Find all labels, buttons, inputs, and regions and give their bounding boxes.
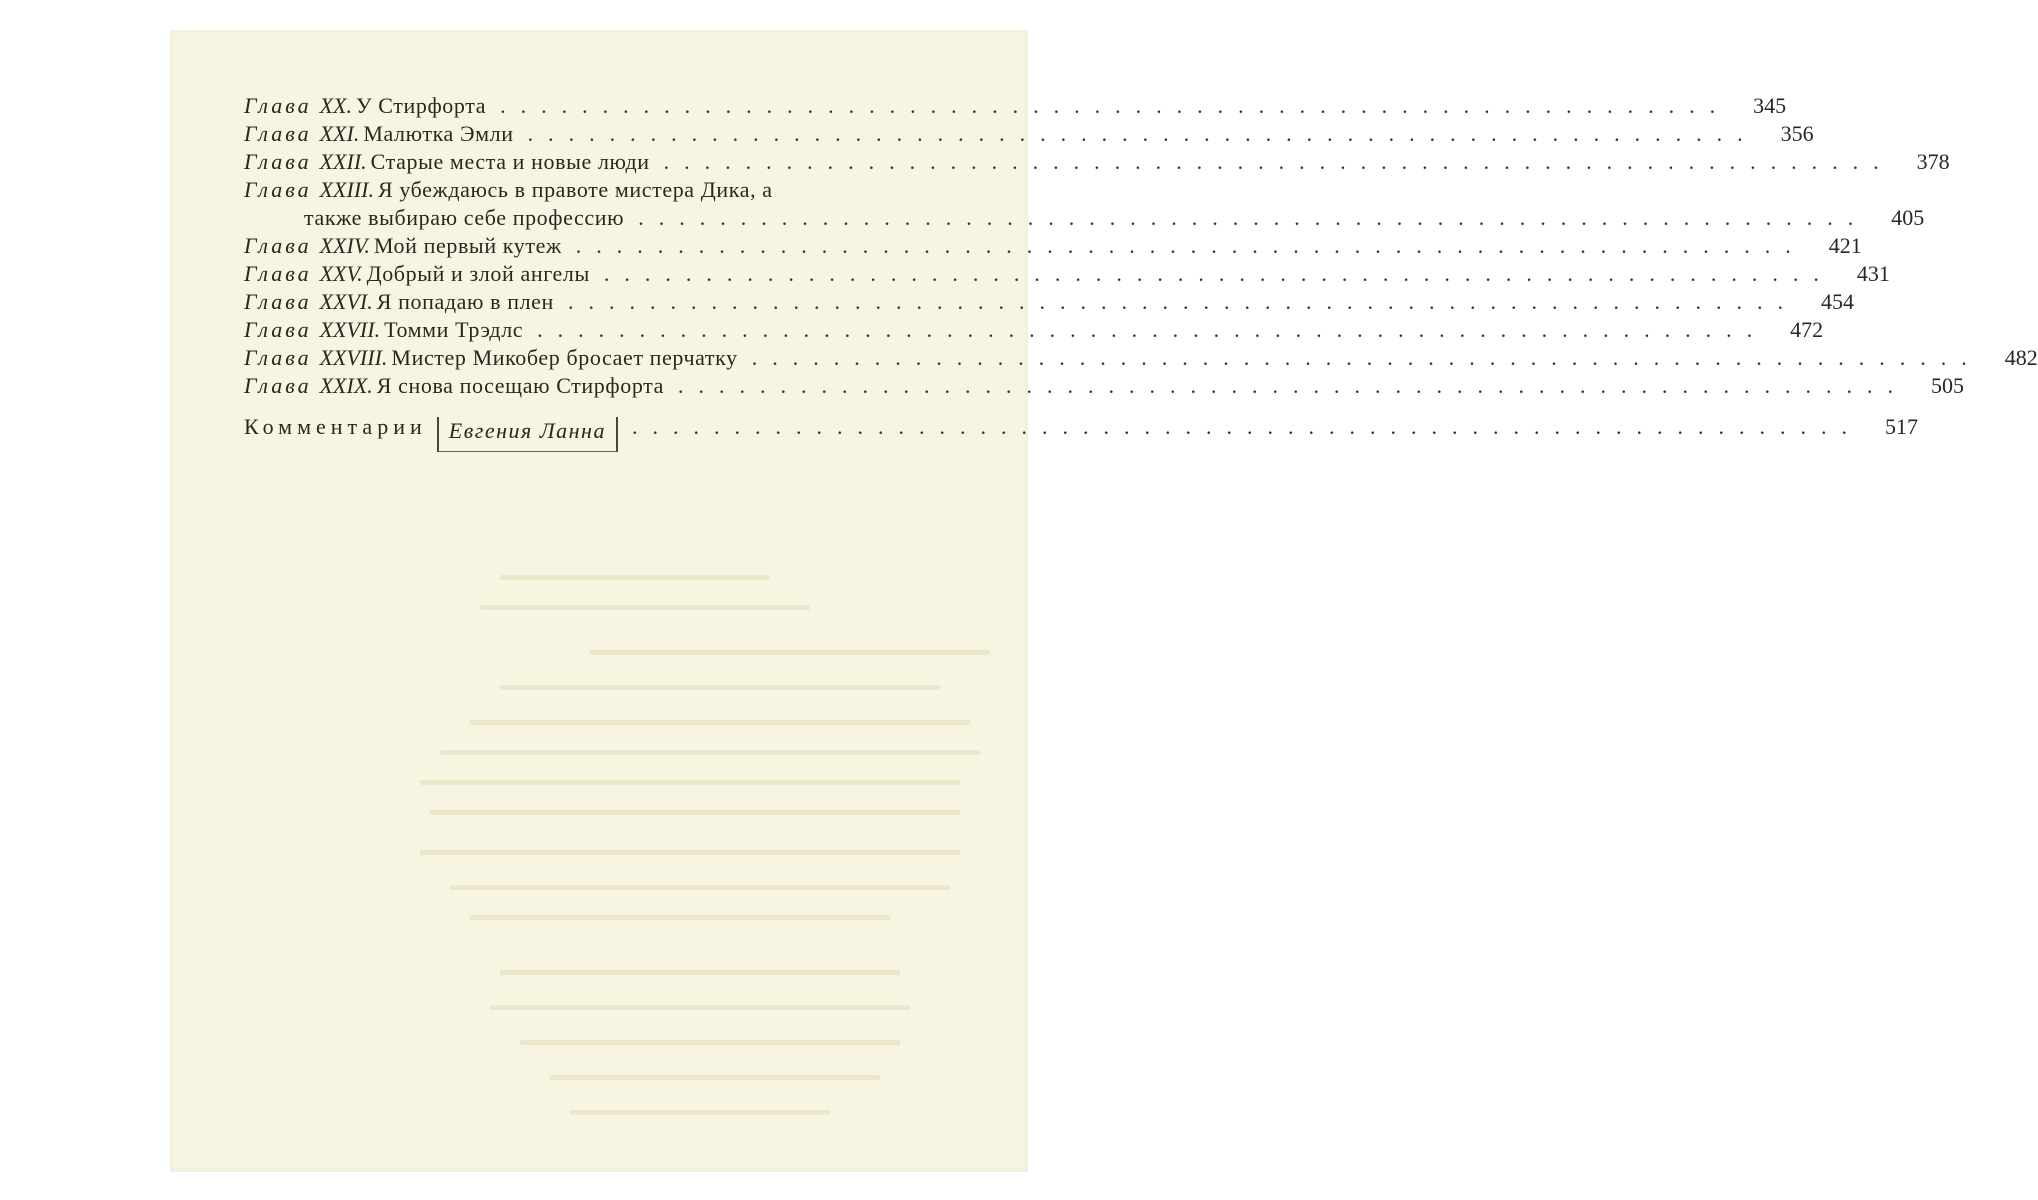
dot-leader: ............................................................ xyxy=(567,289,1798,314)
chapter-title: Малютка Эмли xyxy=(363,121,514,146)
chapter-word: Глава xyxy=(244,289,312,314)
book-page xyxy=(170,30,2038,1172)
dot-leader: ............................................................ xyxy=(751,345,1982,370)
dot-leader: ............................................................ xyxy=(638,205,1869,230)
toc-entry xyxy=(244,316,1824,344)
toc-entry xyxy=(244,148,1950,176)
chapter-word: Глава xyxy=(244,149,312,174)
chapter-word: Глава xyxy=(244,93,312,118)
page-number: 405 xyxy=(1891,205,1925,230)
chapter-number: XXVII. xyxy=(319,317,381,342)
toc-entry xyxy=(244,344,2038,372)
chapter-title: Томми Трэдлс xyxy=(384,317,524,342)
chapter-number: XXVIII. xyxy=(319,345,388,370)
comments-label: Комментарии xyxy=(244,414,427,439)
chapter-number: XXIII. xyxy=(319,177,374,202)
chapter-title: Я снова посещаю Стирфорта xyxy=(376,373,664,398)
chapter-word: Глава xyxy=(244,317,312,342)
dot-leader: ............................................................ xyxy=(500,93,1731,118)
page-number: 345 xyxy=(1753,93,1787,118)
chapter-word: Глава xyxy=(244,373,312,398)
chapter-title: Мой первый кутеж xyxy=(373,233,562,258)
page-number: 421 xyxy=(1828,233,1862,258)
toc-entry xyxy=(244,120,1814,148)
page-number: 505 xyxy=(1930,373,1964,398)
dot-leader: ............................................................ xyxy=(631,414,1862,439)
dot-leader: ............................................................ xyxy=(527,121,1758,146)
chapter-word: Глава xyxy=(244,345,312,370)
page-number: 378 xyxy=(1916,149,1950,174)
chapter-title: Я убеждаюсь в правоте мистера Дика, а xyxy=(377,177,773,202)
chapter-word: Глава xyxy=(244,177,312,202)
chapter-title: Мистер Микобер бросает перчатку xyxy=(391,345,738,370)
chapter-title: Добрый и злой ангелы xyxy=(366,261,590,286)
table-of-contents xyxy=(244,92,2038,448)
dot-leader: ............................................................ xyxy=(575,233,1806,258)
toc-entry xyxy=(244,232,1862,260)
dot-leader: ............................................................ xyxy=(537,317,1768,342)
chapter-number: XXI. xyxy=(319,121,360,146)
page-number: 431 xyxy=(1856,261,1890,286)
chapter-title: У Стирфорта xyxy=(356,93,487,118)
toc-entry xyxy=(244,372,1964,400)
page-number: 472 xyxy=(1790,317,1824,342)
author-stamp: Евгения Ланна xyxy=(437,417,618,452)
dot-leader: ............................................................ xyxy=(663,149,1894,174)
chapter-word: Глава xyxy=(244,121,312,146)
chapter-number: XX. xyxy=(319,93,352,118)
chapter-number: XXIX. xyxy=(319,373,373,398)
chapter-title-continuation: также выбираю себе профессию xyxy=(304,205,625,230)
dot-leader: ............................................................ xyxy=(603,261,1834,286)
chapter-title: Я попадаю в плен xyxy=(376,289,554,314)
toc-entry xyxy=(244,260,1890,288)
toc-entry xyxy=(244,288,1854,316)
page-number: 482 xyxy=(2004,345,2038,370)
chapter-number: XXII. xyxy=(319,149,367,174)
page-number: 517 xyxy=(1884,414,1918,439)
chapter-word: Глава xyxy=(244,261,312,286)
dot-leader: ............................................................ xyxy=(677,373,1908,398)
chapter-number: XXV. xyxy=(319,261,363,286)
toc-entry-continuation xyxy=(244,204,1925,232)
page-number: 454 xyxy=(1820,289,1854,314)
toc-entry xyxy=(244,92,1787,120)
chapter-number: XXIV. xyxy=(319,233,370,258)
chapter-title: Старые места и новые люди xyxy=(370,149,650,174)
page-number: 356 xyxy=(1780,121,1814,146)
toc-entry-comments xyxy=(244,412,1918,448)
toc-entry xyxy=(244,176,960,204)
chapter-number: XXVI. xyxy=(319,289,373,314)
chapter-word: Глава xyxy=(244,233,312,258)
